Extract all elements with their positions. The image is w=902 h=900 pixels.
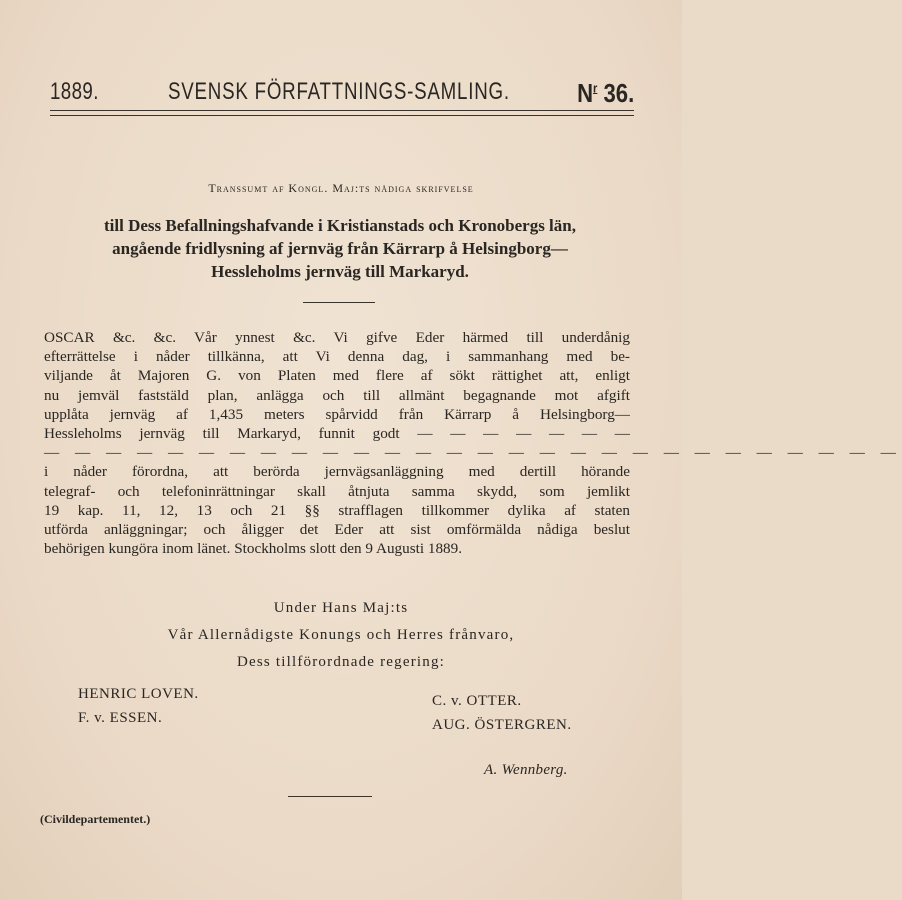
closing-line-2: Vår Allernådigste Konungs och Herres frånvaro, <box>167 627 515 643</box>
body-line: viljande åt Majoren G. von Platen med flere af sökt rättighet att, enligt <box>44 367 630 385</box>
heading-line-2: angående fridlysning af jernväg från Kärrarp å Helsingborg— <box>112 239 568 258</box>
heading-line-1: till Dess Befallningshafvande i Kristianstads och Kronobergs län, <box>104 216 576 235</box>
number-prefix: N <box>576 78 593 108</box>
document-heading <box>40 214 640 283</box>
body-line: nu jemväl faststäld plan, anlägga och till allmänt begagnande mot afgift <box>44 386 630 404</box>
body-line: Hessleholms jernväg till Markaryd, funnit godt — — — — — — — <box>44 425 630 443</box>
body-line: i nåder förordna, att berörda jernvägsanläggning med dertill hörande <box>44 463 630 481</box>
heading-line-3: Hessleholms jernväg till Markaryd. <box>211 262 469 281</box>
body-line: behörigen kungöra inom länet. Stockholms slott den 9 Augusti 1889. <box>44 540 463 558</box>
header-rule-top <box>50 110 634 111</box>
signature-loven: HENRIC LOVEN. <box>78 686 199 702</box>
number-value: 36. <box>603 78 634 108</box>
signature-otter: C. v. OTTER. <box>432 693 522 709</box>
header-number <box>577 78 634 109</box>
page-header <box>50 78 634 110</box>
body-line: upplåta jernväg af 1,435 meters spårvidd från Kärrarp å Helsingborg— <box>44 405 630 423</box>
footer-divider <box>288 796 372 797</box>
number-sup: r <box>592 80 598 96</box>
header-title: SVENSK FÖRFATTNINGS-SAMLING. <box>168 78 510 105</box>
transsumt-line: Transsumt af Kongl. Maj:ts nådiga skrifvelse <box>208 181 474 195</box>
paragraph-2 <box>44 462 630 558</box>
body-line: 19 kap. 11, 12, 13 och 21 §§ strafflagen tillkommer dylika af staten <box>44 501 630 519</box>
body-line: efterrättelse i nåder tillkänna, att Vi denna dag, i sammanhang med be- <box>44 348 630 366</box>
closing-line-3: Dess tillförordnade regering: <box>236 654 446 670</box>
heading-divider <box>303 302 375 303</box>
header-rule-bottom <box>50 115 634 116</box>
body-line: telegraf- och telefoninrättningar skall åtnjuta samma skydd, som jemlikt <box>44 482 630 500</box>
signature-essen: F. v. ESSEN. <box>78 710 163 726</box>
body-line: utförda anläggningar; och åligger det Eder att sist omförmälda nådiga beslut <box>44 521 630 539</box>
department-note: (Civildepartementet.) <box>40 812 151 826</box>
closing-line-1: Under Hans Maj:ts <box>273 600 409 616</box>
body-line: OSCAR &c. &c. Vår ynnest &c. Vi gifve Eder härmed till underdånig <box>44 329 630 346</box>
signature-wennberg: A. Wennberg. <box>484 762 568 778</box>
paragraph-1 <box>44 328 630 443</box>
dash-line: — — — — — — — — — — — — — — — — — — — — — — — — — — — — <box>44 444 902 462</box>
document-body <box>44 328 902 558</box>
signature-ostergren: AUG. ÖSTERGREN. <box>432 717 572 733</box>
header-year: 1889. <box>50 78 99 105</box>
